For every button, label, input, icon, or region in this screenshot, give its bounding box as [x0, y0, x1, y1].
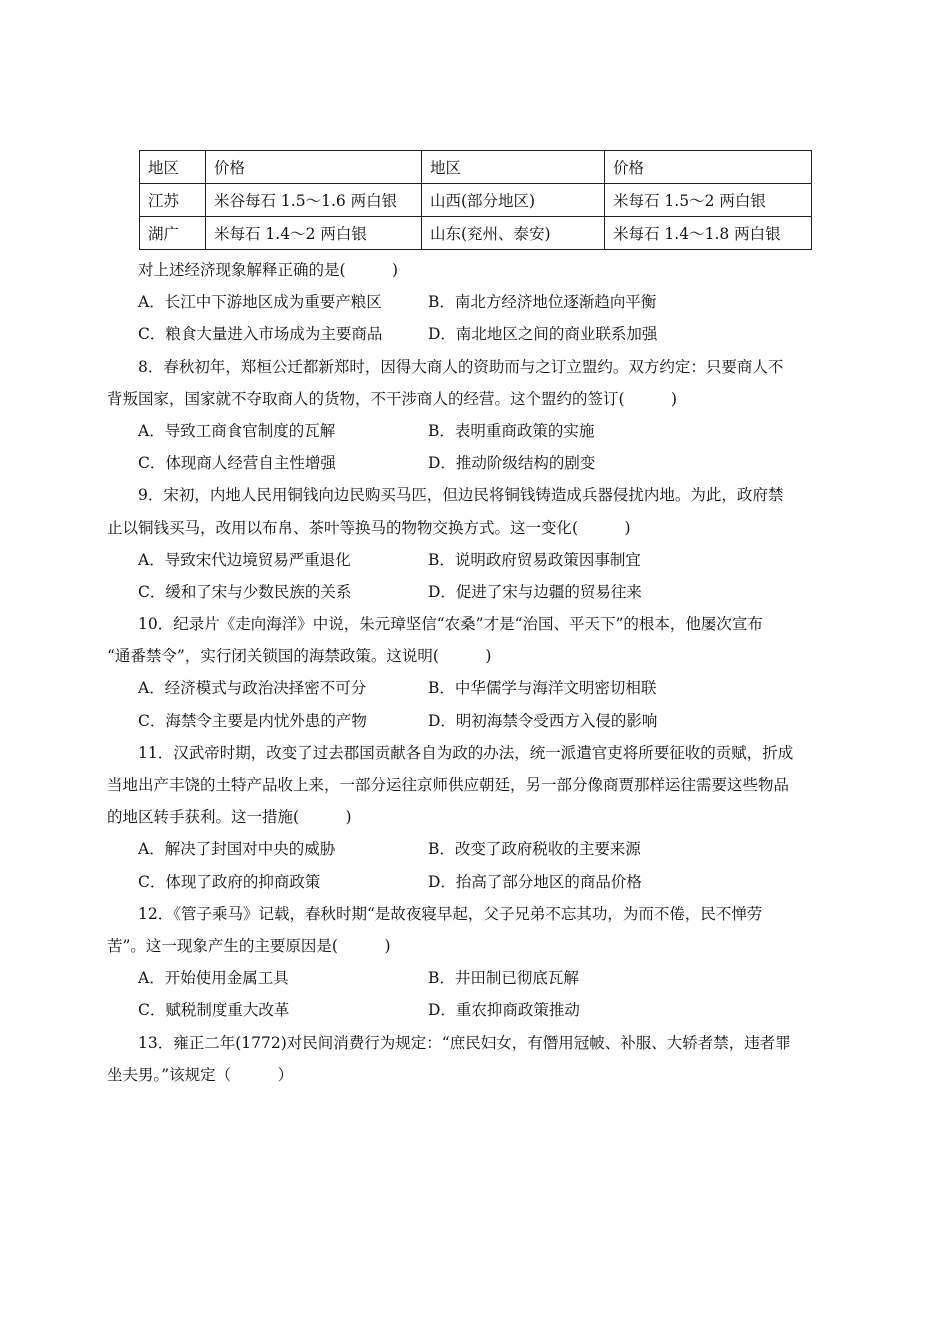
q12-option-a: A．开始使用金属工具	[138, 969, 289, 988]
q12-stem-line1: 12．《管子乘马》记载，春秋时期“是故夜寝早起，父子兄弟不忘其功，为而不倦，民不惮劳	[138, 904, 763, 923]
q8-stem-line2: 背叛国家，国家就不夺取商人的货物，不干涉商人的经营。这个盟约的签订( )	[107, 389, 678, 408]
q7-option-c: C．粮食大量进入市场成为主要商品	[138, 325, 383, 344]
q10-options-cd	[138, 705, 844, 737]
q8-option-b: B．表明重商政策的实施	[428, 421, 595, 440]
q8-option-c: C．体现商人经营自主性增强	[138, 454, 336, 473]
q7-option-b: B．南北方经济地位逐渐趋向平衡	[428, 293, 657, 312]
q8-option-d: D．推动阶级结构的剧变	[428, 454, 596, 473]
q11-option-c: C．体现了政府的抑商政策	[138, 872, 321, 891]
q9-stem-line1: 9．宋初，内地人民用铜钱向边民购买马匹，但边民将铜钱铸造成兵器侵扰内地。为此，政府禁	[138, 486, 784, 505]
q10-option-b: B．中华儒学与海洋文明密切相联	[428, 679, 657, 698]
table-cell: 地区	[422, 151, 605, 184]
q8-options-ab	[138, 415, 844, 447]
q10-option-d: D．明初海禁令受西方入侵的影响	[428, 711, 658, 730]
q11-option-b: B．改变了政府税收的主要来源	[428, 840, 641, 859]
q8-options-cd	[138, 447, 844, 479]
table-row	[140, 184, 812, 217]
q11-stem-line2: 当地出产丰饶的土特产品收上来，一部分运往京师供应朝廷，另一部分像商贾那样运往需要这些物品	[107, 776, 790, 794]
q7-options-cd	[138, 318, 844, 350]
q9-option-b: B．说明政府贸易政策因事制宜	[428, 550, 641, 569]
q7-stem: 对上述经济现象解释正确的是( )	[138, 261, 399, 279]
q13-stem-line2: 坐夫男。”该规定（ ）	[107, 1065, 294, 1084]
q13-stem-line1: 13．雍正二年(1772)对民间消费行为规定：“庶民妇女，有僭用冠帔、补服、大轿者禁，违者罪	[138, 1033, 791, 1052]
q12-options-ab	[138, 962, 844, 994]
table-cell: 地区	[140, 151, 206, 184]
table-row	[140, 151, 812, 184]
q10-option-c: C．海禁令主要是内忧外患的产物	[138, 711, 367, 730]
q11-stem-line3: 的地区转手获利。这一措施( )	[107, 808, 352, 827]
q7-options-ab	[138, 286, 844, 318]
q9-stem-line2: 止以铜钱买马，改用以布帛、茶叶等换马的物物交换方式。这一变化( )	[107, 518, 631, 537]
table-cell: 米每石 1.5～2 两白银	[605, 184, 812, 217]
q8-option-a: A．导致工商食官制度的瓦解	[138, 421, 336, 440]
q12-option-c: C．赋税制度重大改革	[138, 1001, 290, 1020]
q11-option-a: A．解决了封国对中央的威胁	[138, 840, 336, 859]
q9-option-a: A．导致宋代边境贸易严重退化	[138, 550, 351, 569]
q11-options-ab	[138, 833, 844, 865]
table-cell: 米每石 1.4～1.8 两白银	[605, 217, 812, 250]
q10-stem-line2: “通番禁令”，实行闭关锁国的海禁政策。这说明( )	[107, 647, 492, 666]
q12-option-d: D．重农抑商政策推动	[428, 1001, 580, 1020]
q9-option-c: C．缓和了宋与少数民族的关系	[138, 582, 352, 601]
table-cell: 米谷每石 1.5～1.6 两白银	[206, 184, 422, 217]
table-row	[140, 217, 812, 250]
table-cell: 山东(兖州、泰安)	[422, 217, 605, 250]
table-cell: 湖广	[140, 217, 206, 250]
q7-option-d: D．南北地区之间的商业联系加强	[428, 325, 658, 344]
q11-option-d: D．抬高了部分地区的商品价格	[428, 872, 642, 891]
q10-options-ab	[138, 672, 844, 704]
q9-options-cd	[138, 576, 844, 608]
q12-stem-line2: 苦”。这一现象产生的主要原因是( )	[107, 936, 391, 955]
q11-stem-line1: 11．汉武帝时期，改变了过去郡国贡献各自为政的办法，统一派遣官吏将所要征收的贡赋，折成	[138, 743, 794, 762]
q10-option-a: A．经济模式与政治决择密不可分	[138, 679, 367, 698]
q12-option-b: B．井田制已彻底瓦解	[428, 969, 579, 988]
table-cell: 米每石 1.4～2 两白银	[206, 217, 422, 250]
table-cell: 价格	[206, 151, 422, 184]
table-cell: 价格	[605, 151, 812, 184]
q9-options-ab	[138, 544, 844, 576]
q10-stem-line1: 10．纪录片《走向海洋》中说，朱元璋坚信“农桑”才是“治国、平天下”的根本，他屡次宣布	[138, 615, 763, 634]
q12-options-cd	[138, 994, 844, 1026]
table-cell: 江苏	[140, 184, 206, 217]
q7-option-a: A．长江中下游地区成为重要产粮区	[138, 293, 382, 312]
q11-options-cd	[138, 866, 844, 898]
q8-stem-line1: 8．春秋初年，郑桓公迁都新郑时，因得大商人的资助而与之订立盟约。双方约定：只要商人不	[138, 357, 784, 376]
q9-option-d: D．促进了宋与边疆的贸易往来	[428, 582, 642, 601]
questions	[107, 254, 844, 1091]
table-cell: 山西(部分地区)	[422, 184, 605, 217]
price-table	[139, 150, 812, 250]
